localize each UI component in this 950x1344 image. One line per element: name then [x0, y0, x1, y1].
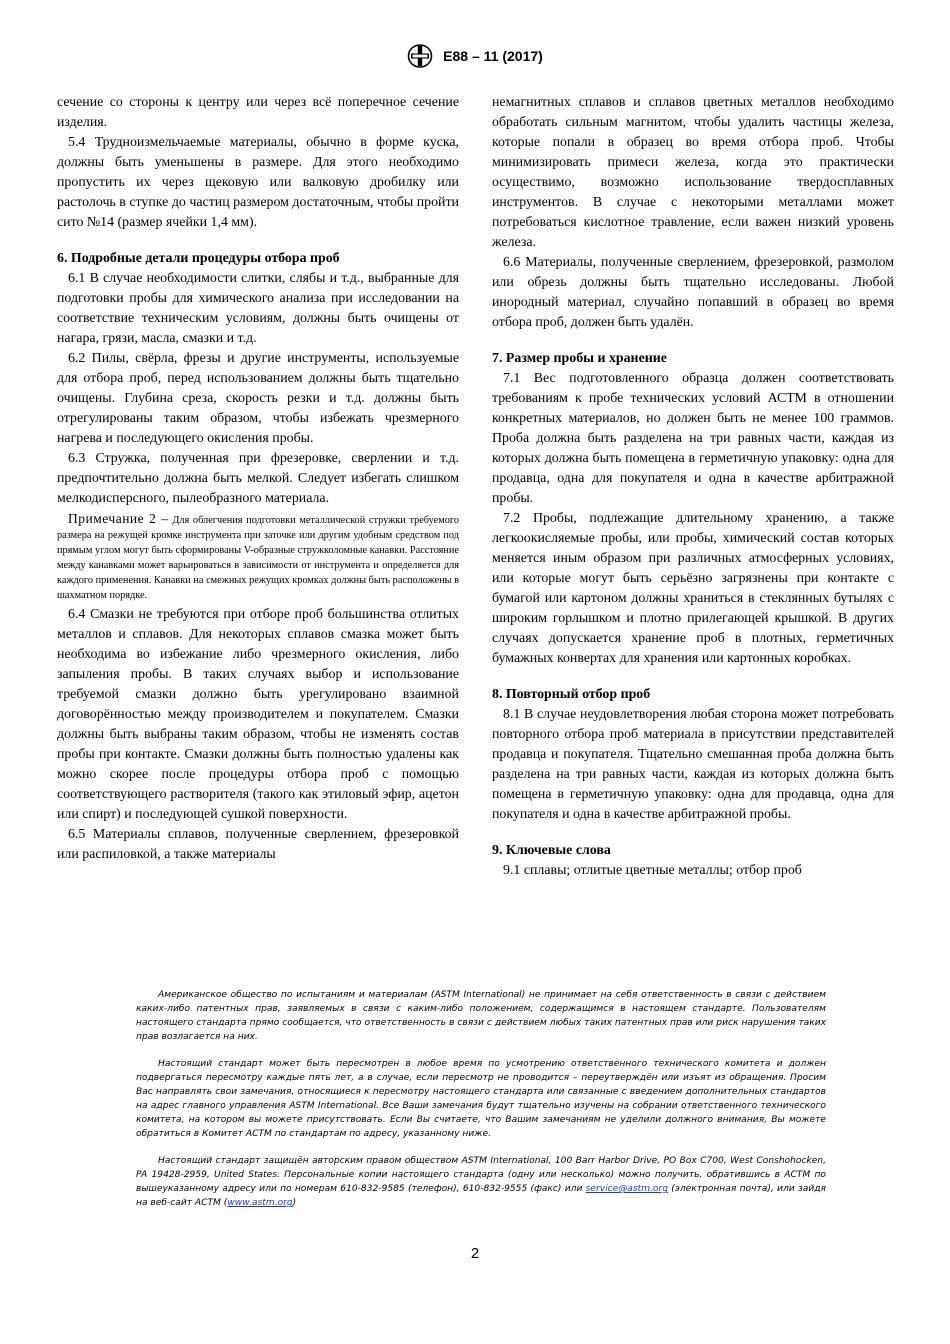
footer-patent-notice: Американское общество по испытаниям и материалам (ASTM International) не принимает на себя ответственность в связи с действием каких-либо патентных прав, заявляемых в связи с каким-либо положением, содержащимся в настоящем стандарте. Пользователям настоящего стандарта прямо сообщается, что ответственность в связи с действием любых таких патентных прав или риск нарушения таких прав возлагается на них. — [136, 990, 826, 1042]
footer-copyright-notice — [136, 1154, 826, 1210]
website-link[interactable]: www.astm.org — [227, 1198, 293, 1208]
standard-designation: E88 – 11 (2017) — [443, 48, 543, 64]
section-heading-7: 7. Размер пробы и хранение — [492, 351, 667, 366]
paragraph-5-4: 5.4 Трудноизмельчаемые материалы, обычно в форме куска, должны быть уменьшены в размере. Для этого необходимо пропустить их через щековую или валковую дробилку или растолочь в ступке до частиц размером достаточным, чтобы пройти сито №14 (размер ячейки 1,4 мм). — [57, 135, 459, 230]
paragraph-7-1: 7.1 Вес подготовленного образца должен соответствовать требованиям к пробе технических условий АСТМ в отношении конкретных материалов, но должен быть не менее 100 граммов. Проба должна быть разделена на три равных части, каждая из которых должна быть помещена в герметичную упаковку: одна для продавца, одна для покупателя и одна в качестве арбитражной пробы. — [492, 371, 894, 506]
paragraph-9-1: 9.1 сплавы; отлитые цветные металлы; отбор проб — [503, 863, 802, 878]
paragraph-6-1: 6.1 В случае необходимости слитки, слябы и т.д., выбранные для подготовки пробы для химического анализа при исследовании на соответствие техническим условиям, должны быть очищены от нагара, грязи, масла, смазки и т.д. — [57, 271, 459, 346]
page-number: 2 — [470, 1245, 480, 1262]
paragraph-6-4: 6.4 Смазки не требуются при отборе проб большинства отлитых металлов и сплавов. Для некоторых сплавов смазка может быть необходима во избежание либо чрезмерного окисления, либо запыления пробы. В таких случаях выбор и использование требуемой смазки должно быть урегулировано взаимной договорённостью между производителем и покупателем. Смазки должны быть выбраны таким образом, чтобы не изменять состав пробы при контакте. Смазки должны быть полностью удалены как можно скорее после процедуры отбора проб с помощью соответствующего растворителя (такого как этиловый эфир, ацетон или спирт) и последующей сушкой поверхности. — [57, 607, 459, 822]
left-column — [57, 93, 459, 865]
paragraph-7-2: 7.2 Пробы, подлежащие длительному хранению, а также легкоокисляемые пробы, или пробы, химический состав которых меняется иным образом при различных атмосферных условиях, или которые могут быть серьёзно загрязнены при контакте с бумагой или картоном должны храниться в стеклянных бутылях с широким горлышком и плотно прилегающей крышкой. В других случаях допускается хранение проб в плотных, герметичных бумажных конвертах для хранения или картонных коробках. — [492, 511, 894, 666]
note-2-label: Примечание 2 – — [68, 511, 169, 526]
paragraph-6-2: 6.2 Пилы, свёрла, фрезы и другие инструменты, используемые для отбора проб, перед использованием должны быть тщательно очищены. Глубина среза, скорость резки и т.д. должны быть отрегулированы таким образом, чтобы избежать чрезмерного нагрева и последующего окисления пробы. — [57, 351, 459, 446]
paragraph-6-5-start: 6.5 Материалы сплавов, полученные сверлением, фрезеровкой или распиловкой, а также материалы — [57, 827, 459, 862]
note-2 — [57, 511, 459, 603]
paragraph-6-5-continued: немагнитных сплавов и сплавов цветных металлов необходимо обработать сильным магнитом, чтобы удалить частицы железа, которые попали в образец во время отбора проб. Чтобы минимизировать примеси железа, когда это практически осуществимо, возможно использование твердосплавных инструментов. В случае с некоторыми металлами может потребоваться кислотное травление, если важен низкий уровень железа. — [492, 95, 894, 250]
paragraph-6-3: 6.3 Стружка, полученная при фрезеровке, сверлении и т.д. предпочтительно должна быть мелкой. Следует избегать слишком мелкодисперсного, пылеобразного материала. — [57, 451, 459, 506]
section-heading-9: 9. Ключевые слова — [492, 843, 611, 858]
section-heading-8: 8. Повторный отбор проб — [492, 687, 651, 702]
legal-footer — [136, 988, 826, 1223]
paragraph-5-2-continued: сечение со стороны к центру или через всё поперечное сечение изделия. — [57, 95, 459, 130]
footer-copyright-text: Настоящий стандарт защищён авторским правом обществом ASTM International, 100 Barr Harbor Drive, PO Box C700, West Conshohocken, PA 19428-2959, United States. Персональные копии настоящего стандарта (одну или несколько) можно получить, обратившись в АСТМ по вышеуказанному адресу или по номерам 610-832-9585 (телефон), 610-832-9555 (факс) или — [136, 1156, 826, 1194]
right-column — [492, 93, 894, 881]
email-link[interactable]: service@astm.org — [585, 1184, 669, 1194]
note-2-text: Для облегчения подготовки металлической стружки требуемого размера на режущей кромке инструмента при заточке или другим удобным средством под прямым углом могут быть сформированы V-образные стружколомные канавки. Расстояние между канавками может варьироваться в зависимости от инструмента и определяется для каждого применения. Канавки на смежных режущих кромках должны быть расположены в шахматном порядке. — [57, 515, 460, 601]
footer-copyright-end: ) — [292, 1198, 297, 1208]
paragraph-6-6: 6.6 Материалы, полученные сверлением, фрезеровкой, размолом или обрезь должны быть тщательно исследованы. Любой инородный материал, случайно попавший в образец во время отбора проб, должен быть удалён. — [492, 255, 894, 330]
footer-copyright-middle: (электронная почта), или зайдя на веб-сайт АСТМ ( — [136, 1184, 827, 1208]
footer-revision-notice: Настоящий стандарт может быть пересмотрен в любое время по усмотрению ответственного технического комитета и должен подвергаться пересмотру каждые пять лет, а в случае, если пересмотр не проводится – переутверждён или изъят из обращения. Просим Вас направлять свои замечания, относящиеся к пересмотру настоящего стандарта или связанные с введением дополнительных стандартов на адрес главного управления ASTM International. Все Ваши замечания будут тщательно изучены на собрании ответственного технического комитета, на котором вы можете присутствовать. Если Вы считаете, что Вашим замечаниям не уделили должного внимания, Вы можете обратиться в Комитет АСТМ по стандартам по адресу, указанному ниже. — [136, 1059, 826, 1139]
page-header — [0, 44, 950, 68]
section-heading-6: 6. Подробные детали процедуры отбора проб — [57, 251, 340, 266]
astm-logo-icon — [407, 44, 433, 68]
paragraph-8-1: 8.1 В случае неудовлетворения любая сторона может потребовать повторного отбора проб материала в присутствии представителей продавца и покупателя. Тщательно смешанная проба должна быть разделена на три равных части, каждая из которых должна быть помещена в герметичную упаковку: одна для продавца, одна для покупателя и одна в качестве арбитражной пробы. — [492, 707, 894, 822]
